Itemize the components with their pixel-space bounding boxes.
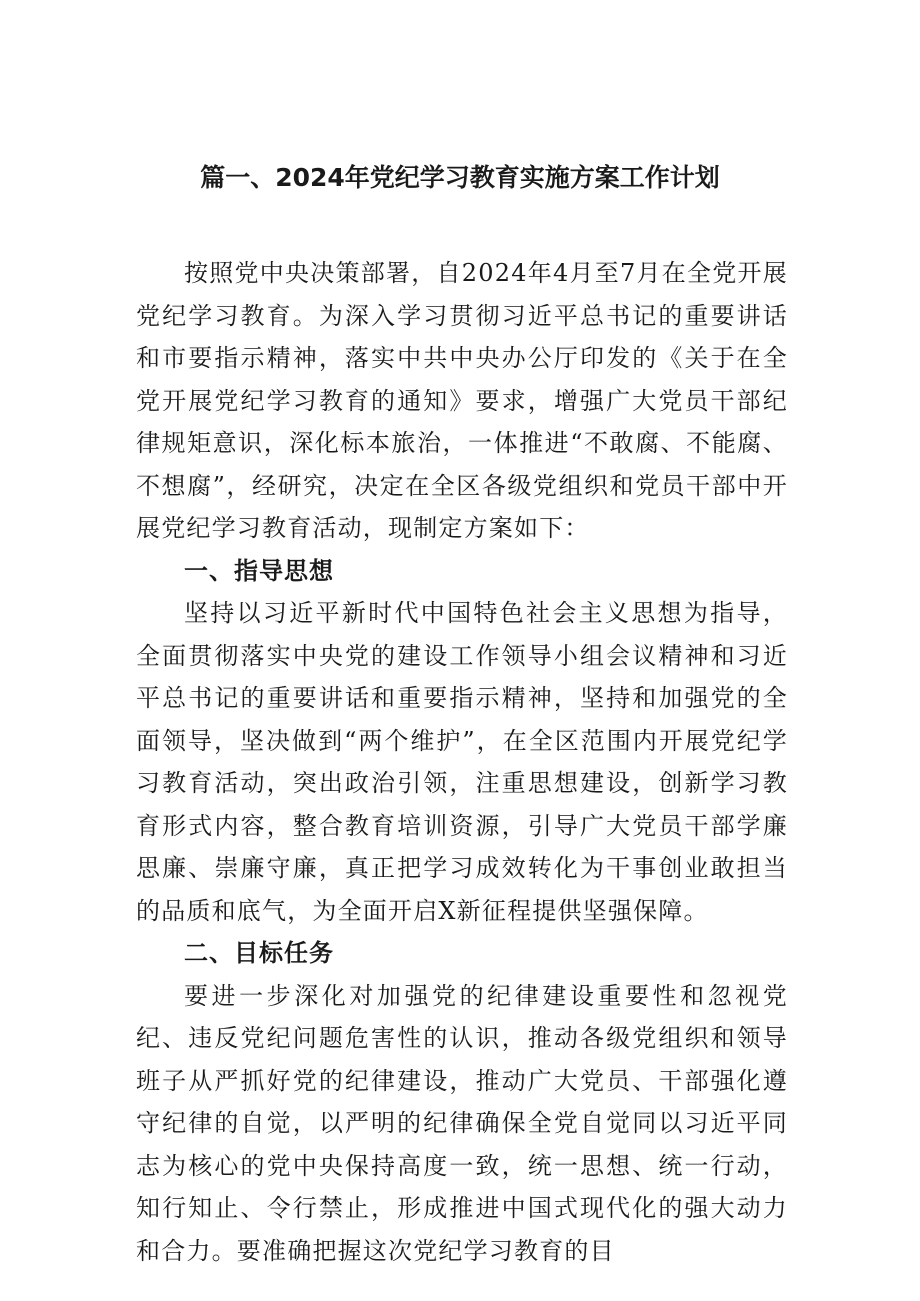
- document-title: 篇一、2024年党纪学习教育实施方案工作计划: [200, 163, 720, 192]
- section-paragraph-objectives: 要进一步深化对加强党的纪律建设重要性和忽视党纪、违反党纪问题危害性的认识，推动各级党组织和领导班子从严抓好党的纪律建设，推动广大党员、干部强化遵守纪律的自觉，以严明的纪律确保全党自觉同以习近平同志为核心的党中央保持高度一致，统一思想、统一行动，知行知止、令行禁止，形成推进中国式现代化的强大动力和合力。要准确把握这次党纪学习教育的目: [136, 981, 788, 1265]
- intro-paragraph: 按照党中央决策部署，自2024年4月至7月在全党开展党纪学习教育。为深入学习贯彻习近平总书记的重要讲话和市要指示精神，落实中共中央办公厅印发的《关于在全党开展党纪学习教育的通知》要求，增强广大党员干部纪律规矩意识，深化标本旅治，一体推进“不敢腐、不能腐、不想腐”，经研究，决定在全区各级党组织和党员干部中开展党纪学习教育活动，现制定方案如下：: [136, 259, 788, 542]
- section-heading-objectives: 二、目标任务: [184, 939, 334, 967]
- section-paragraph-guiding-ideology: 坚持以习近平新时代中国特色社会主义思想为指导，全面贯彻落实中央党的建设工作领导小组会议精神和习近平总书记的重要讲话和重要指示精神，坚持和加强党的全面领导，坚决做到“两个维护”，在全区范围内开展党纪学习教育活动，突出政治引领，注重思想建设，创新学习教育形式内容，整合教育培训资源，引导广大党员干部学廉思廉、崇廉守廉，真正把学习成效转化为干事创业敢担当的品质和底气，为全面开启X新征程提供坚强保障。: [136, 599, 788, 925]
- document-body: [136, 252, 788, 1272]
- section-heading-guiding-ideology: 一、指导思想: [184, 556, 334, 585]
